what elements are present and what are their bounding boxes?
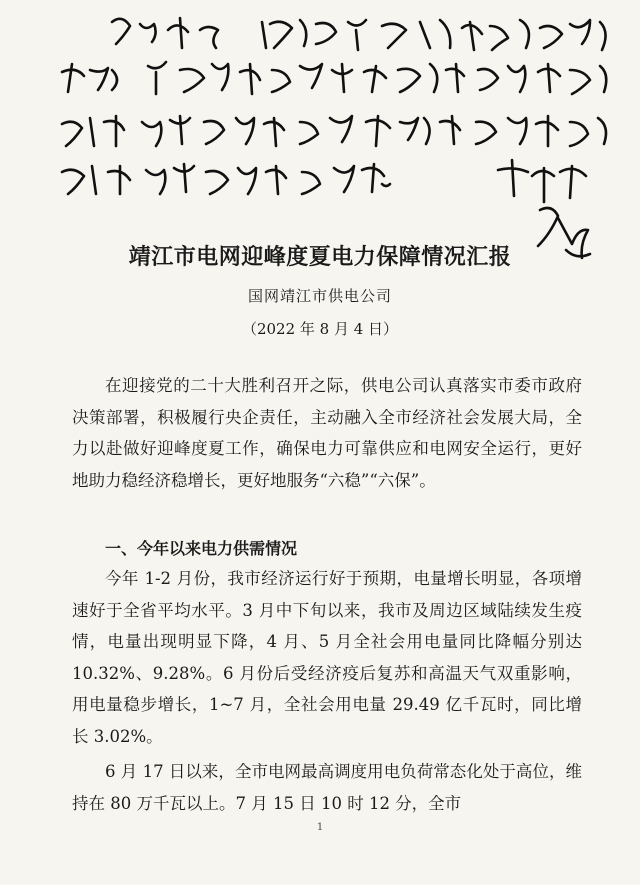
section1-paragraph-2: 6 月 17 日以来，全市电网最高调度用电负荷常态化处于高位，维持在 80 万千瓦以上。7 月 15 日 10 时 12 分，全市 [72, 762, 582, 813]
document-title: 靖江市电网迎峰度夏电力保障情况汇报 [128, 244, 512, 270]
section-heading: 一、今年以来电力供需情况 [105, 539, 298, 558]
document-organization: 国网靖江市供电公司 [247, 287, 392, 305]
intro-section [72, 370, 582, 496]
section1-paragraph-1: 今年 1-2 月份，我市经济运行好于预期，电量增长明显，各项增速好于全省平均水平。3 月中下旬以来，我市及周边区域陆续发生疫情，电量出现明显下降，4 月、5 月全社会用电量同比降幅分别达 10.32%、9.28%。6 月份后受经济疫后复苏和高温天气双重影响，用电量稳步增长，1~7 月，全社会用电量 29.49 亿千瓦时，同比增长 3.02%。 [72, 569, 582, 746]
section1-body [72, 563, 582, 819]
document-date: （2022 年 8 月 4 日） [241, 320, 399, 338]
page-number: 1 [316, 822, 324, 833]
intro-paragraph: 在迎接党的二十大胜利召开之际，供电公司认真落实市委市政府决策部署，积极履行央企责任，主动融入全市经济社会发展大局，全力以赴做好迎峰度夏工作，确保电力可靠供应和电网安全运行，更好地助力稳经济稳增长，更好地服务“六稳”“六保”。 [72, 376, 582, 490]
